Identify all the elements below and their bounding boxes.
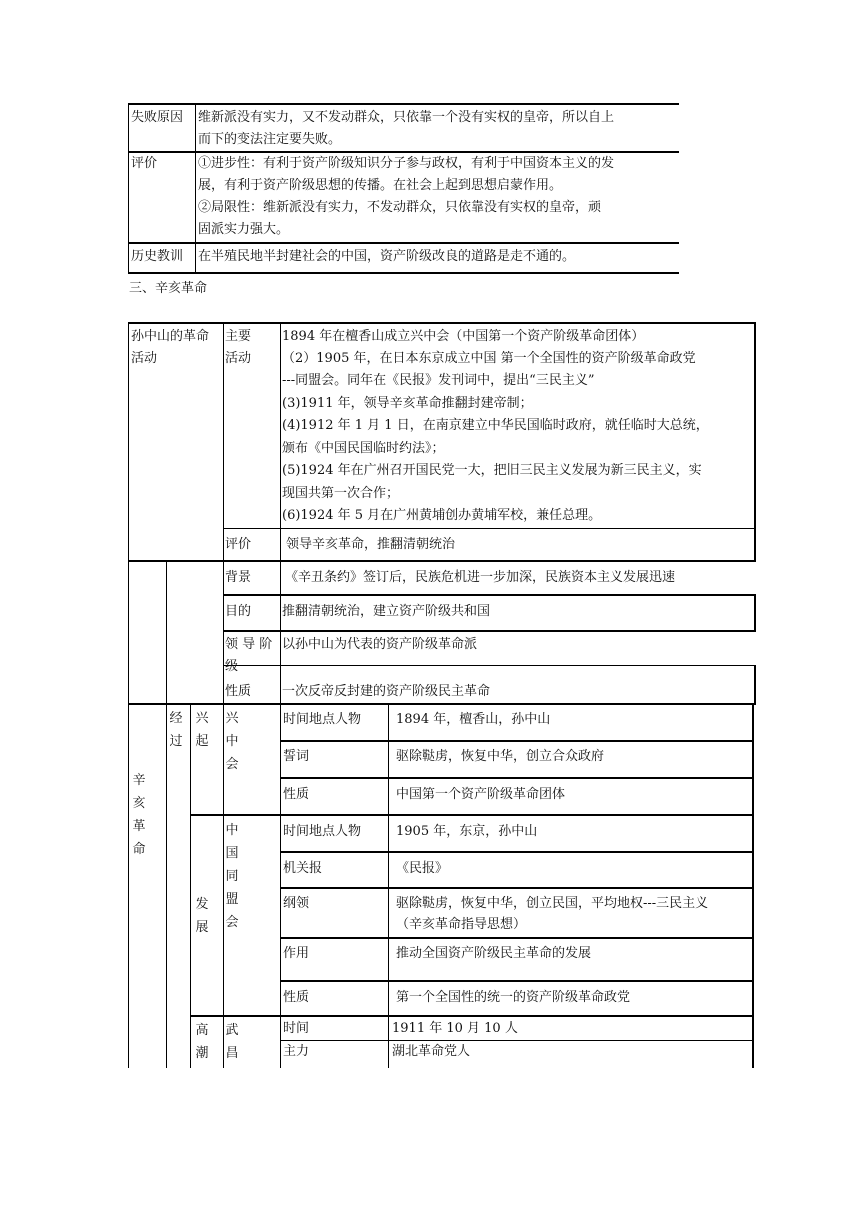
activity-line: ---同盟会。同年在《民报》发刊词中，提出“三民主义” xyxy=(282,373,595,388)
table-rule-line xyxy=(754,665,756,705)
evaluation-text-line: 固派实力强大。 xyxy=(198,222,290,237)
nature-text: 一次反帝反封建的资产阶级民主革命 xyxy=(282,684,491,699)
tmh-key: 机关报 xyxy=(283,861,323,876)
nature-label: 性质 xyxy=(225,684,252,699)
table-rule-line xyxy=(195,103,196,274)
leader-label-line: 领 导 阶 xyxy=(225,637,273,652)
table-rule-line xyxy=(280,887,754,889)
tmh-value: 推动全国资产阶级民主革命的发展 xyxy=(396,946,592,961)
section-heading: 三、辛亥革命 xyxy=(129,281,208,296)
wuchang-key: 时间 xyxy=(283,1021,310,1036)
table-rule-line xyxy=(280,322,281,561)
table-rule-line xyxy=(280,980,754,982)
background-label: 背景 xyxy=(225,570,252,585)
wuchang-value: 湖北革命党人 xyxy=(392,1044,471,1059)
xzh-key: 誓词 xyxy=(283,749,310,764)
table-rule-line xyxy=(223,594,756,596)
activity-line: (6)1924 年 5 月在广州黄埔创办黄埔军校，兼任总理。 xyxy=(282,508,602,523)
purpose-text: 推翻清朝统治，建立资产阶级共和国 xyxy=(282,604,491,619)
tongmenghui-label: 中国同盟会 xyxy=(225,823,239,930)
table-rule-line xyxy=(128,103,129,274)
tmh-value: 1905 年，东京，孙中山 xyxy=(396,824,538,839)
leader-text: 以孙中山为代表的资产阶级革命派 xyxy=(282,637,478,652)
sun-evaluation-label: 评价 xyxy=(225,537,252,552)
table-rule-line xyxy=(223,322,224,561)
leader-label-line: 级 xyxy=(225,659,239,674)
table-rule-line xyxy=(752,705,754,815)
table-rule-line xyxy=(190,705,191,1068)
tmh-value: 驱除鞑虏，恢复中华，创立民国，平均地权---三民主义 xyxy=(396,896,709,911)
failure-text-line: 维新派没有实力，又不发动群众，只依靠一个没有实权的皇帝，所以自上 xyxy=(198,110,615,125)
purpose-label: 目的 xyxy=(225,604,252,619)
activities-label-line: 活动 xyxy=(225,351,252,366)
tmh-key: 性质 xyxy=(283,990,310,1005)
xzh-value: 驱除鞑虏，恢复中华，创立合众政府 xyxy=(396,749,605,764)
rise-label: 兴起 xyxy=(195,711,209,749)
revolution-label: 辛亥革命 xyxy=(132,773,146,857)
xzh-value: 中国第一个资产阶级革命团体 xyxy=(396,787,566,802)
xzh-key: 时间地点人物 xyxy=(283,712,362,727)
table-rule-line xyxy=(190,1015,754,1017)
table-rule-line xyxy=(223,665,756,666)
table-rule-line xyxy=(166,705,167,1068)
table-rule-line xyxy=(128,272,679,274)
table-rule-line xyxy=(190,814,754,816)
xzh-key: 性质 xyxy=(283,787,310,802)
table-rule-line xyxy=(280,560,281,705)
process-label: 经过 xyxy=(169,711,183,749)
row-label-evaluation: 评价 xyxy=(131,156,158,171)
table-rule-line xyxy=(128,703,756,705)
tmh-key: 作用 xyxy=(283,946,310,961)
activity-line: (5)1924 年在广州召开国民党一大，把旧三民主义发展为新三民主义，实 xyxy=(282,463,702,478)
activity-line: （2）1905 年，在日本东京成立中国 第一个全国性的资产阶级革命政党 xyxy=(282,351,696,366)
evaluation-text-line: 展，有利于资产阶级思想的传播。在社会上起到思想启蒙作用。 xyxy=(198,178,563,193)
activity-line: 颁布《中国民国临时约法》； xyxy=(282,441,445,456)
wuchang-value: 1911 年 10 月 10 人 xyxy=(392,1021,518,1036)
activity-line: 现国共第一次合作； xyxy=(282,486,400,501)
wuchang-label: 武昌 xyxy=(225,1023,239,1061)
xingzhonghui-label: 兴中会 xyxy=(225,711,239,772)
evaluation-text-line: ①进步性：有利于资产阶级知识分子参与政权，有利于中国资本主义的发 xyxy=(198,156,615,171)
table-rule-line xyxy=(128,242,679,244)
activity-line: 1894 年在檀香山成立兴中会（中国第一个资产阶级革命团体） xyxy=(282,329,645,344)
develop-label: 发展 xyxy=(195,897,209,935)
table-rule-line xyxy=(223,630,756,632)
tmh-value: 《民报》 xyxy=(396,861,449,876)
row-label-lesson: 历史教训 xyxy=(131,249,184,264)
table-rule-line xyxy=(754,322,756,561)
table-rule-line xyxy=(752,1016,754,1068)
table-rule-line xyxy=(754,595,756,631)
tmh-key: 纲领 xyxy=(283,896,310,911)
table-rule-line xyxy=(128,103,679,105)
table-rule-line xyxy=(166,560,167,705)
table-rule-line xyxy=(280,1040,754,1041)
activity-line: (4)1912 年 1 月 1 日，在南京建立中华民国临时政府，就任临时大总统， xyxy=(282,418,709,433)
sun-label-line: 孙中山的革命 xyxy=(131,329,210,344)
table-rule-line xyxy=(128,322,129,1068)
background-text: 《辛丑条约》签订后，民族危机进一步加深，民族资本主义发展迅速 xyxy=(285,570,676,585)
evaluation-text-line: ②局限性：维新派没有实力，不发动群众，只依靠没有实权的皇帝，顽 xyxy=(198,200,602,215)
tmh-key: 时间地点人物 xyxy=(283,824,362,839)
activity-line: (3)1911 年，领导辛亥革命推翻封建帝制； xyxy=(282,396,533,411)
row-label-failure: 失败原因 xyxy=(131,110,184,125)
table-rule-line xyxy=(280,937,754,939)
climax-label: 高潮 xyxy=(195,1023,209,1061)
wuchang-key: 主力 xyxy=(283,1044,310,1059)
table-rule-line xyxy=(280,740,754,742)
tmh-value: 第一个全国性的统一的资产阶级革命政党 xyxy=(396,990,631,1005)
table-rule-line xyxy=(280,851,754,853)
sun-label-line: 活动 xyxy=(131,351,158,366)
table-rule-line xyxy=(223,528,756,529)
table-rule-line xyxy=(280,777,754,779)
lesson-text: 在半殖民地半封建社会的中国，资产阶级改良的道路是走不通的。 xyxy=(198,249,576,264)
table-rule-line xyxy=(752,816,754,1016)
xzh-value: 1894 年，檀香山，孙中山 xyxy=(396,712,551,727)
sun-evaluation-text: 领导辛亥革命，推翻清朝统治 xyxy=(286,537,456,552)
activities-label-line: 主要 xyxy=(225,329,252,344)
tmh-value-line2: （辛亥革命指导思想） xyxy=(396,917,527,932)
failure-text-line: 而下的变法注定要失败。 xyxy=(198,132,342,147)
